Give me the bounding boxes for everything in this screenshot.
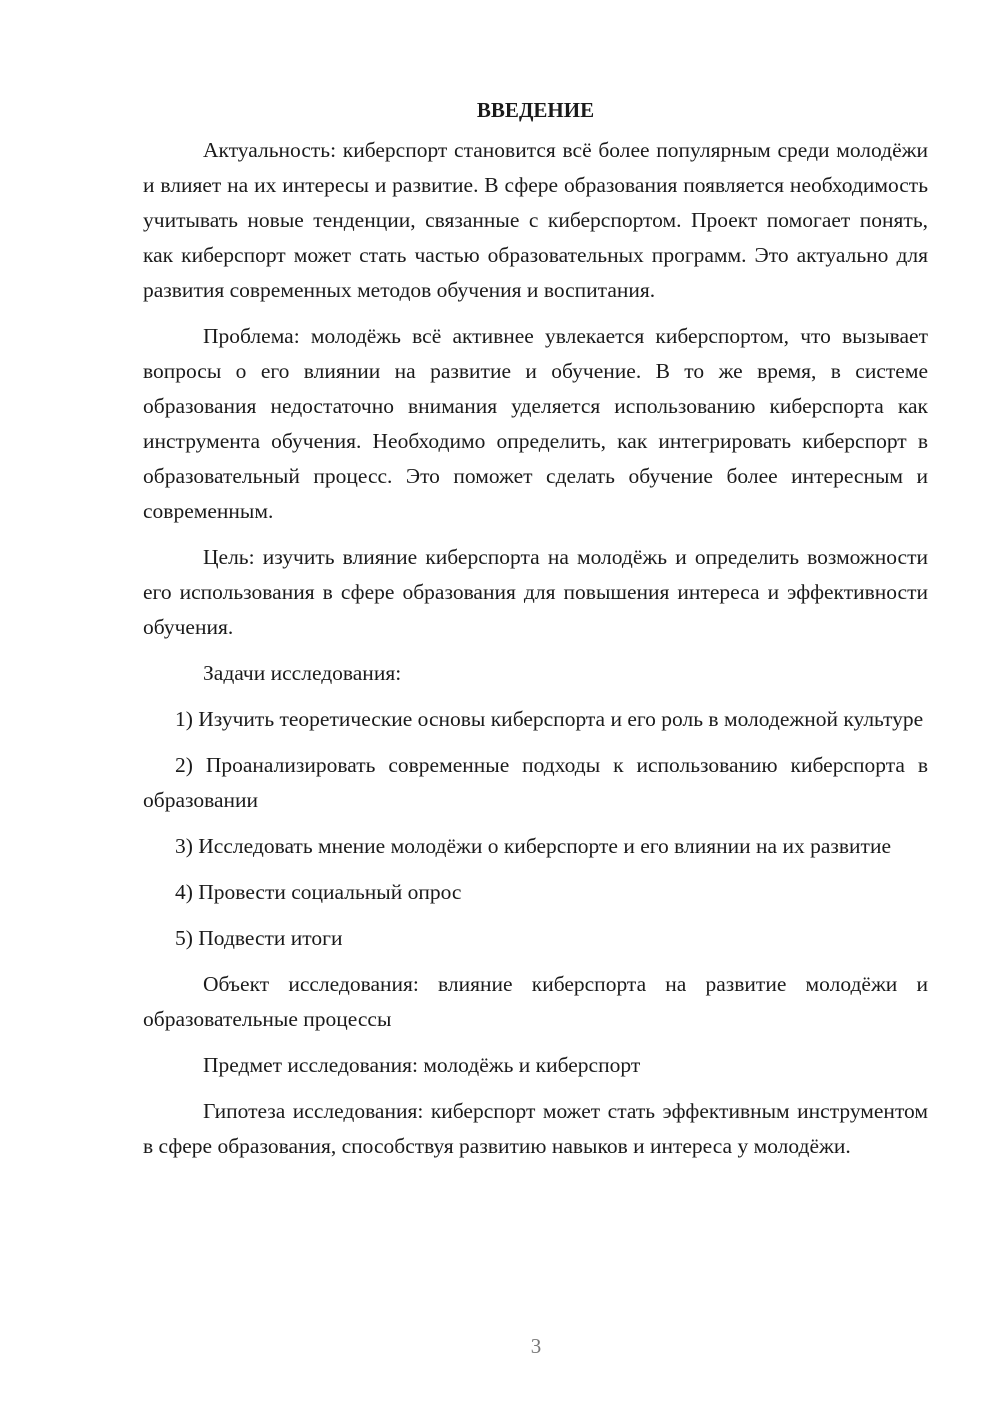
task-item-3: 3) Исследовать мнение молодёжи о киберспорте и его влиянии на их развитие — [175, 834, 891, 858]
paragraph-problem: Проблема: молодёжь всё активнее увлекается киберспортом, что вызывает вопросы о его влиянии на развитие и обучение. В то же время, в системе образования недостаточно внимания уделяется использованию киберспорта как инструмента обучения. Необходимо определить, как интегрировать киберспорт в образовательный процесс. Это поможет сделать обучение более интересным и современным. — [143, 324, 928, 523]
task-item-4: 4) Провести социальный опрос — [175, 880, 462, 904]
section-title: ВВЕДЕНИЕ — [476, 98, 595, 122]
paragraph-tasks-heading: Задачи исследования: — [203, 661, 402, 685]
paragraph-relevance: Актуальность: киберспорт становится всё более популярным среди молодёжи и влияет на их интересы и развитие. В сфере образования появляется необходимость учитывать новые тенденции, связанные с киберспортом. Проект помогает понять, как киберспорт может стать частью образовательных программ. Это актуально для развития современных методов обучения и воспитания. — [143, 138, 928, 302]
document-page — [143, 95, 928, 1175]
paragraph-subject: Предмет исследования: молодёжь и киберспорт — [203, 1053, 641, 1077]
paragraph-goal: Цель: изучить влияние киберспорта на молодёжь и определить возможности его использования в сфере образования для повышения интереса и эффективности обучения. — [143, 545, 928, 639]
task-item-2: 2) Проанализировать современные подходы к использованию киберспорта в образовании — [143, 753, 928, 812]
page-number: 3 — [530, 1334, 542, 1358]
task-item-1: 1) Изучить теоретические основы киберспорта и его роль в молодежной культуре — [175, 707, 924, 731]
paragraph-hypothesis: Гипотеза исследования: киберспорт может стать эффективным инструментом в сфере образования, способствуя развитию навыков и интереса у молодёжи. — [143, 1099, 928, 1158]
paragraph-object: Объект исследования: влияние киберспорта на развитие молодёжи и образовательные процессы — [143, 972, 928, 1031]
task-item-5: 5) Подвести итоги — [175, 926, 343, 950]
